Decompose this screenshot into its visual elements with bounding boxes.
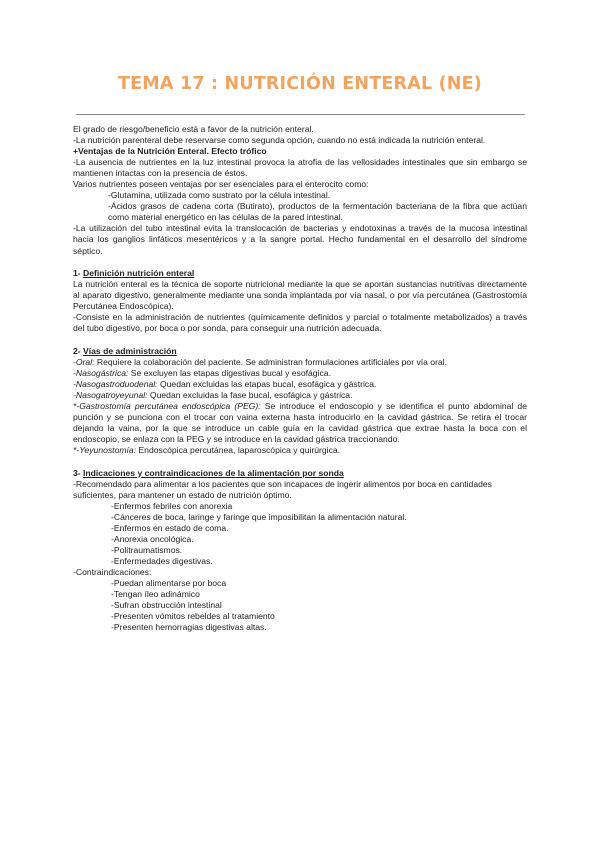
contraindication-item: -Presenten hemorragias digestivas altas. bbox=[111, 622, 267, 633]
route-item bbox=[73, 357, 527, 368]
document-body bbox=[73, 124, 527, 634]
route-item bbox=[73, 390, 527, 401]
route-text: Quedan excluidas las etapas bucal, esofágica y gástrica. bbox=[157, 378, 377, 389]
section-heading-text: Definición nutrición enteral bbox=[83, 268, 195, 279]
indication-item: -Politraumatismos. bbox=[111, 545, 183, 556]
section-1 bbox=[73, 268, 527, 334]
list-item: -Glutamina, utilizada como sustrato por la célula intestinal. bbox=[108, 190, 331, 201]
section-heading-text: Indicaciones y contraindicaciones de la alimentación por sonda bbox=[83, 467, 344, 478]
section-heading bbox=[73, 268, 527, 279]
route-label: -Nasogatroyeyunal: bbox=[73, 390, 148, 401]
route-text: Se introduce el endoscopio y se identifica el punto abdominal de punción y se punciona con el trocar con vaina externa hasta introducirlo en la cavidad gástrica. Se retira el trocar dejando la vaina, por la que se introduce un cable guía en la cavidad gástrica que extrae hasta la boca con el endoscopio, se enlaza con la PEG y se introduce en la cavidad gástrica traccionando. bbox=[73, 401, 527, 445]
intro-paragraph: -La ausencia de nutrientes en la luz intestinal provoca la atrofia de las vellosidades intestinales que sin embargo se mantienen intactas con la presencia de éstos. bbox=[73, 157, 527, 179]
list-item: -Ácidos grasos de cadena corta (Butirato), productos de la fermentación bacteriana de la fibra que actúan como material energético en las células de la pared intestinal. bbox=[108, 201, 527, 223]
route-label: -Nasogastroduodenal: bbox=[73, 378, 158, 389]
route-item bbox=[73, 368, 527, 379]
contraindication-item: -Presenten vómitos rebeldes al tratamiento bbox=[111, 611, 275, 622]
page-title: TEMA 17 : NUTRICIÓN ENTERAL (NE) bbox=[118, 74, 482, 94]
section-number: 3- bbox=[73, 467, 84, 478]
route-item bbox=[73, 445, 527, 456]
section-paragraph: -Consiste en la administración de nutrientes (químicamente definidos y parcial o totalmente metabolizados) a través del tubo digestivo, por boca o por sonda, para conseguir una nutrición adecuada. bbox=[73, 312, 527, 334]
intro-section bbox=[73, 124, 527, 257]
route-label: *-Yeyunostomía: bbox=[73, 445, 137, 456]
section-heading bbox=[73, 346, 527, 357]
contraindication-item: -Sufran obstrucción intestinal bbox=[111, 600, 222, 611]
intro-paragraph: El grado de riesgo/beneficio está a favor de la nutrición enteral. bbox=[73, 124, 314, 134]
section-2 bbox=[73, 346, 527, 456]
route-text: Quedan excluidas la fase bucal, esofágica y gástrica. bbox=[147, 390, 353, 401]
contraindications-label: -Contraindicaciones: bbox=[73, 567, 152, 578]
section-3 bbox=[73, 468, 527, 634]
indication-item: -Enfermedades digestivas. bbox=[111, 556, 213, 567]
intro-paragraph: -La utilización del tubo intestinal evita la translocación de bacterias y endotoxinas a través de la mucosa intestinal hacia los ganglios linfáticos mesentéricos y a la sangre portal. Hecho fundamental en el desarrollo del síndrome séptico. bbox=[73, 223, 527, 256]
section-number: 1- bbox=[73, 268, 84, 279]
route-label: -Oral: bbox=[73, 356, 95, 367]
section-heading bbox=[73, 468, 527, 479]
contraindication-item: -Puedan alimentarse por boca bbox=[111, 578, 227, 589]
route-text: Se excluyen las etapas digestivas bucal y esofágica. bbox=[128, 367, 331, 378]
advantages-heading: +Ventajas de la Nutrición Enteral. Efecto trófico bbox=[73, 146, 267, 157]
route-text: Endoscópica percutánea, laparoscópica y quirúrgica. bbox=[136, 445, 341, 456]
section-paragraph: -Recomendado para alimentar a los pacientes que son incapaces de ingerir alimentos por boca en cantidades suficientes, para mantener un estado de nutrición óptimo. bbox=[73, 478, 492, 500]
contraindication-item: -Tengan íleo adinámico bbox=[111, 589, 200, 600]
indication-item: -Cánceres de boca, laringe y faringe que imposibilitan la alimentación natural. bbox=[111, 512, 407, 522]
route-item bbox=[73, 401, 527, 445]
route-label: *-Gastrostomía percutánea endoscópica (PEG): bbox=[73, 401, 261, 412]
indication-item: -Anorexia oncológica. bbox=[111, 534, 194, 545]
intro-paragraph: Varios nutrientes poseen ventajas por ser esenciales para el enterocito como: bbox=[73, 179, 369, 190]
indication-item: -Enfermos febriles con anorexia bbox=[111, 500, 233, 511]
indication-item: -Enfermos en estado de coma. bbox=[111, 523, 229, 534]
section-paragraph: La nutrición enteral es la técnica de soporte nutricional mediante la que se aportan sustancias nutritivas directamente al aparato digestivo, generalmente mediante una sonda implantada por vía nasal, o por vía percutánea (Gastrostomía Percutánea Endoscópica). bbox=[73, 279, 527, 312]
intro-paragraph: -La nutrición parenteral debe reservarse como segunda opción, cuando no está indicada la nutrición enteral. bbox=[73, 135, 486, 146]
section-number: 2- bbox=[73, 345, 84, 356]
route-text: Requiere la colaboración del paciente. Se administran formulaciones artificiales por vía oral. bbox=[94, 356, 448, 367]
title-divider bbox=[76, 114, 525, 115]
route-item bbox=[73, 379, 527, 390]
route-label: -Nasogástrica: bbox=[73, 367, 129, 378]
section-heading-text: Vías de administración bbox=[83, 345, 177, 356]
